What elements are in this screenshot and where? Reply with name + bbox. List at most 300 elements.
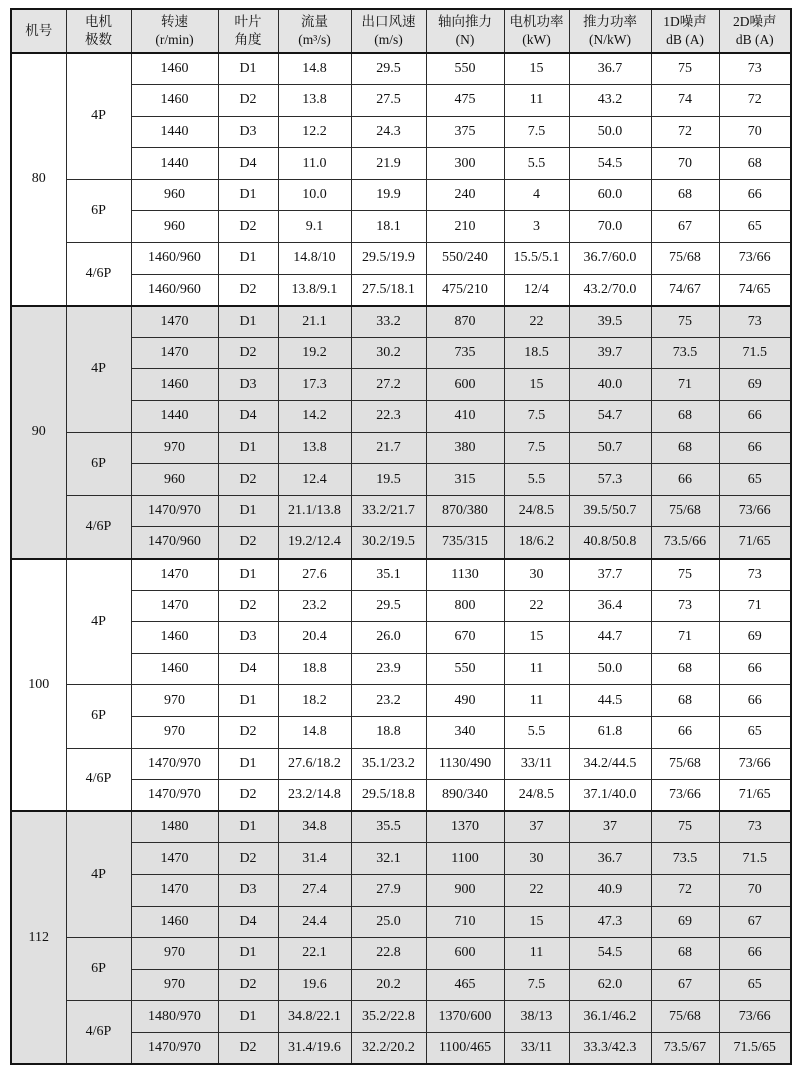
header-line: 2D噪声	[733, 14, 777, 30]
cell-speed: 1470/970	[131, 495, 218, 527]
cell-outlet-velocity: 35.1/23.2	[351, 748, 426, 780]
cell-speed: 1470/970	[131, 1032, 218, 1064]
cell-thrust-power: 34.2/44.5	[569, 748, 651, 780]
cell-axial-thrust: 870/380	[426, 495, 504, 527]
cell-flow: 9.1	[278, 211, 351, 243]
cell-outlet-velocity: 35.1	[351, 559, 426, 591]
cell-thrust-power: 40.9	[569, 874, 651, 906]
header-line: 机号	[25, 23, 53, 39]
cell-noise-1d: 74	[651, 85, 719, 117]
cell-motor-power: 11	[504, 85, 569, 117]
pole-group-cell: 4/6P	[66, 1001, 131, 1064]
cell-thrust-power: 62.0	[569, 969, 651, 1001]
cell-speed: 1460	[131, 369, 218, 401]
cell-noise-2d: 69	[719, 622, 791, 654]
cell-axial-thrust: 800	[426, 590, 504, 622]
cell-flow: 19.2/12.4	[278, 527, 351, 559]
cell-blade-angle: D3	[218, 116, 278, 148]
cell-flow: 14.2	[278, 401, 351, 433]
cell-flow: 13.8	[278, 432, 351, 464]
header-line: (m³/s)	[298, 32, 331, 47]
cell-outlet-velocity: 26.0	[351, 622, 426, 654]
cell-outlet-velocity: 33.2	[351, 306, 426, 338]
cell-blade-angle: D1	[218, 53, 278, 85]
cell-noise-2d: 67	[719, 906, 791, 938]
pole-group-cell: 4/6P	[66, 243, 131, 306]
cell-axial-thrust: 410	[426, 401, 504, 433]
cell-axial-thrust: 300	[426, 148, 504, 180]
cell-noise-2d: 71.5	[719, 843, 791, 875]
cell-motor-power: 38/13	[504, 1001, 569, 1033]
cell-speed: 1480	[131, 811, 218, 843]
cell-noise-1d: 72	[651, 116, 719, 148]
cell-noise-2d: 74/65	[719, 274, 791, 306]
cell-flow: 13.8/9.1	[278, 274, 351, 306]
cell-speed: 1460	[131, 85, 218, 117]
cell-thrust-power: 40.8/50.8	[569, 527, 651, 559]
cell-blade-angle: D2	[218, 274, 278, 306]
cell-noise-1d: 75	[651, 306, 719, 338]
cell-noise-2d: 70	[719, 874, 791, 906]
cell-flow: 24.4	[278, 906, 351, 938]
cell-speed: 970	[131, 969, 218, 1001]
cell-outlet-velocity: 27.2	[351, 369, 426, 401]
pole-group-cell: 6P	[66, 685, 131, 748]
cell-outlet-velocity: 22.8	[351, 938, 426, 970]
table-body	[11, 53, 791, 1064]
cell-thrust-power: 50.0	[569, 653, 651, 685]
cell-outlet-velocity: 27.5	[351, 85, 426, 117]
header-line: (N)	[455, 32, 475, 47]
header-cell-machine	[11, 9, 66, 53]
cell-noise-2d: 66	[719, 179, 791, 211]
cell-blade-angle: D2	[218, 337, 278, 369]
cell-outlet-velocity: 22.3	[351, 401, 426, 433]
header-cell-speed	[131, 9, 218, 53]
cell-axial-thrust: 550	[426, 653, 504, 685]
cell-outlet-velocity: 32.1	[351, 843, 426, 875]
header-cell-thrust-power	[569, 9, 651, 53]
cell-speed: 1460	[131, 906, 218, 938]
cell-flow: 21.1/13.8	[278, 495, 351, 527]
cell-outlet-velocity: 25.0	[351, 906, 426, 938]
header-cell-axial-thrust	[426, 9, 504, 53]
cell-noise-1d: 73.5	[651, 337, 719, 369]
cell-motor-power: 11	[504, 653, 569, 685]
cell-noise-1d: 73.5/66	[651, 527, 719, 559]
cell-noise-2d: 73/66	[719, 495, 791, 527]
pole-group-cell: 4/6P	[66, 748, 131, 811]
cell-blade-angle: D2	[218, 590, 278, 622]
cell-axial-thrust: 340	[426, 716, 504, 748]
pole-group-cell: 6P	[66, 179, 131, 242]
table-row	[11, 243, 791, 275]
cell-axial-thrust: 735	[426, 337, 504, 369]
cell-noise-1d: 67	[651, 211, 719, 243]
header-line: 角度	[234, 32, 262, 47]
cell-motor-power: 7.5	[504, 116, 569, 148]
cell-blade-angle: D4	[218, 148, 278, 180]
cell-thrust-power: 60.0	[569, 179, 651, 211]
cell-blade-angle: D2	[218, 211, 278, 243]
header-cell-noise-1d	[651, 9, 719, 53]
cell-noise-2d: 73	[719, 811, 791, 843]
cell-motor-power: 24/8.5	[504, 495, 569, 527]
cell-noise-1d: 69	[651, 906, 719, 938]
cell-thrust-power: 39.7	[569, 337, 651, 369]
cell-motor-power: 5.5	[504, 464, 569, 496]
cell-motor-power: 33/11	[504, 1032, 569, 1064]
cell-noise-1d: 70	[651, 148, 719, 180]
cell-noise-2d: 73	[719, 559, 791, 591]
table-header	[11, 9, 791, 53]
cell-motor-power: 5.5	[504, 148, 569, 180]
cell-noise-1d: 71	[651, 622, 719, 654]
cell-blade-angle: D2	[218, 464, 278, 496]
cell-motor-power: 7.5	[504, 969, 569, 1001]
cell-axial-thrust: 1370	[426, 811, 504, 843]
cell-speed: 1470	[131, 590, 218, 622]
cell-flow: 34.8/22.1	[278, 1001, 351, 1033]
cell-noise-2d: 65	[719, 464, 791, 496]
header-line: 1D噪声	[663, 14, 707, 30]
cell-outlet-velocity: 23.9	[351, 653, 426, 685]
cell-thrust-power: 37.1/40.0	[569, 780, 651, 812]
header-line: (kW)	[522, 32, 551, 47]
cell-flow: 18.2	[278, 685, 351, 717]
cell-blade-angle: D1	[218, 1001, 278, 1033]
cell-noise-2d: 68	[719, 148, 791, 180]
cell-axial-thrust: 475	[426, 85, 504, 117]
cell-noise-1d: 72	[651, 874, 719, 906]
cell-outlet-velocity: 18.8	[351, 716, 426, 748]
cell-axial-thrust: 475/210	[426, 274, 504, 306]
cell-blade-angle: D2	[218, 1032, 278, 1064]
header-cell-motor-power	[504, 9, 569, 53]
cell-noise-1d: 75	[651, 53, 719, 85]
header-line: 电机功率	[509, 14, 564, 30]
cell-axial-thrust: 550	[426, 53, 504, 85]
cell-flow: 13.8	[278, 85, 351, 117]
cell-outlet-velocity: 29.5/19.9	[351, 243, 426, 275]
cell-axial-thrust: 1100/465	[426, 1032, 504, 1064]
cell-flow: 27.6/18.2	[278, 748, 351, 780]
header-line: dB (A)	[735, 32, 774, 47]
header-line: 电机	[85, 14, 112, 30]
cell-noise-2d: 73	[719, 53, 791, 85]
cell-outlet-velocity: 32.2/20.2	[351, 1032, 426, 1064]
cell-motor-power: 33/11	[504, 748, 569, 780]
cell-speed: 1470	[131, 337, 218, 369]
cell-axial-thrust: 550/240	[426, 243, 504, 275]
cell-flow: 20.4	[278, 622, 351, 654]
table-row	[11, 685, 791, 717]
cell-thrust-power: 44.5	[569, 685, 651, 717]
table-row	[11, 748, 791, 780]
cell-thrust-power: 36.7	[569, 53, 651, 85]
header-line: (N/kW)	[589, 32, 631, 47]
cell-noise-2d: 73/66	[719, 243, 791, 275]
cell-thrust-power: 43.2/70.0	[569, 274, 651, 306]
cell-blade-angle: D1	[218, 685, 278, 717]
pole-group-cell: 4P	[66, 306, 131, 432]
cell-speed: 1470	[131, 874, 218, 906]
cell-noise-1d: 73.5	[651, 843, 719, 875]
cell-thrust-power: 50.0	[569, 116, 651, 148]
cell-speed: 1460	[131, 53, 218, 85]
table-row	[11, 559, 791, 591]
cell-blade-angle: D3	[218, 622, 278, 654]
cell-motor-power: 30	[504, 559, 569, 591]
table-row	[11, 53, 791, 85]
cell-blade-angle: D2	[218, 85, 278, 117]
cell-flow: 23.2	[278, 590, 351, 622]
cell-outlet-velocity: 23.2	[351, 685, 426, 717]
cell-motor-power: 15	[504, 53, 569, 85]
cell-blade-angle: D1	[218, 495, 278, 527]
cell-thrust-power: 54.5	[569, 148, 651, 180]
pole-group-cell: 6P	[66, 432, 131, 495]
cell-thrust-power: 70.0	[569, 211, 651, 243]
cell-motor-power: 18/6.2	[504, 527, 569, 559]
cell-blade-angle: D1	[218, 748, 278, 780]
cell-flow: 22.1	[278, 938, 351, 970]
cell-noise-2d: 73	[719, 306, 791, 338]
cell-noise-2d: 71/65	[719, 527, 791, 559]
cell-noise-1d: 68	[651, 685, 719, 717]
cell-axial-thrust: 315	[426, 464, 504, 496]
header-cell-poles	[66, 9, 131, 53]
cell-noise-2d: 72	[719, 85, 791, 117]
cell-speed: 960	[131, 211, 218, 243]
cell-speed: 970	[131, 685, 218, 717]
cell-thrust-power: 44.7	[569, 622, 651, 654]
cell-axial-thrust: 600	[426, 369, 504, 401]
cell-speed: 1480/970	[131, 1001, 218, 1033]
cell-noise-1d: 73	[651, 590, 719, 622]
cell-flow: 14.8/10	[278, 243, 351, 275]
cell-thrust-power: 57.3	[569, 464, 651, 496]
cell-thrust-power: 37.7	[569, 559, 651, 591]
cell-motor-power: 37	[504, 811, 569, 843]
table-row	[11, 179, 791, 211]
cell-motor-power: 30	[504, 843, 569, 875]
cell-noise-1d: 68	[651, 653, 719, 685]
machine-number-cell: 112	[11, 811, 66, 1064]
cell-blade-angle: D2	[218, 843, 278, 875]
cell-flow: 34.8	[278, 811, 351, 843]
cell-axial-thrust: 900	[426, 874, 504, 906]
table-row	[11, 306, 791, 338]
cell-blade-angle: D1	[218, 432, 278, 464]
header-line: 流量	[301, 14, 328, 30]
cell-motor-power: 22	[504, 874, 569, 906]
cell-blade-angle: D4	[218, 401, 278, 433]
header-cell-blade-angle	[218, 9, 278, 53]
cell-speed: 1440	[131, 148, 218, 180]
cell-outlet-velocity: 29.5	[351, 590, 426, 622]
cell-flow: 17.3	[278, 369, 351, 401]
cell-noise-2d: 71.5	[719, 337, 791, 369]
cell-flow: 14.8	[278, 716, 351, 748]
cell-motor-power: 4	[504, 179, 569, 211]
cell-motor-power: 15	[504, 622, 569, 654]
cell-blade-angle: D3	[218, 874, 278, 906]
cell-blade-angle: D1	[218, 938, 278, 970]
cell-outlet-velocity: 27.9	[351, 874, 426, 906]
cell-speed: 970	[131, 432, 218, 464]
cell-thrust-power: 54.5	[569, 938, 651, 970]
cell-outlet-velocity: 21.9	[351, 148, 426, 180]
pole-group-cell: 4P	[66, 53, 131, 179]
cell-blade-angle: D2	[218, 969, 278, 1001]
pole-group-cell: 4/6P	[66, 495, 131, 558]
cell-speed: 1470	[131, 306, 218, 338]
cell-blade-angle: D2	[218, 527, 278, 559]
cell-thrust-power: 47.3	[569, 906, 651, 938]
cell-thrust-power: 37	[569, 811, 651, 843]
table-row	[11, 938, 791, 970]
cell-noise-1d: 75/68	[651, 1001, 719, 1033]
cell-noise-2d: 71	[719, 590, 791, 622]
cell-noise-1d: 68	[651, 432, 719, 464]
cell-noise-1d: 75/68	[651, 495, 719, 527]
header-line: 转速	[161, 14, 188, 30]
cell-speed: 1460/960	[131, 243, 218, 275]
cell-motor-power: 11	[504, 685, 569, 717]
cell-thrust-power: 39.5	[569, 306, 651, 338]
pole-group-cell: 6P	[66, 938, 131, 1001]
cell-speed: 1470/960	[131, 527, 218, 559]
cell-blade-angle: D1	[218, 243, 278, 275]
cell-noise-2d: 66	[719, 938, 791, 970]
cell-noise-1d: 68	[651, 401, 719, 433]
cell-noise-2d: 66	[719, 685, 791, 717]
cell-noise-1d: 73.5/67	[651, 1032, 719, 1064]
cell-flow: 31.4/19.6	[278, 1032, 351, 1064]
cell-outlet-velocity: 29.5	[351, 53, 426, 85]
cell-noise-1d: 68	[651, 938, 719, 970]
header-line: 轴向推力	[438, 14, 492, 30]
cell-axial-thrust: 375	[426, 116, 504, 148]
cell-axial-thrust: 210	[426, 211, 504, 243]
cell-noise-1d: 75/68	[651, 748, 719, 780]
cell-thrust-power: 33.3/42.3	[569, 1032, 651, 1064]
cell-motor-power: 18.5	[504, 337, 569, 369]
cell-noise-1d: 75/68	[651, 243, 719, 275]
cell-axial-thrust: 1370/600	[426, 1001, 504, 1033]
cell-outlet-velocity: 24.3	[351, 116, 426, 148]
cell-flow: 21.1	[278, 306, 351, 338]
cell-speed: 1440	[131, 401, 218, 433]
cell-motor-power: 5.5	[504, 716, 569, 748]
cell-noise-2d: 73/66	[719, 1001, 791, 1033]
cell-axial-thrust: 1100	[426, 843, 504, 875]
pole-group-cell: 4P	[66, 811, 131, 937]
cell-axial-thrust: 1130/490	[426, 748, 504, 780]
cell-blade-angle: D4	[218, 906, 278, 938]
table-row	[11, 432, 791, 464]
machine-number-cell: 80	[11, 53, 66, 306]
cell-axial-thrust: 465	[426, 969, 504, 1001]
cell-noise-2d: 65	[719, 211, 791, 243]
cell-axial-thrust: 380	[426, 432, 504, 464]
cell-noise-1d: 75	[651, 811, 719, 843]
cell-thrust-power: 61.8	[569, 716, 651, 748]
cell-outlet-velocity: 19.5	[351, 464, 426, 496]
header-cell-noise-2d	[719, 9, 791, 53]
cell-noise-2d: 70	[719, 116, 791, 148]
cell-flow: 10.0	[278, 179, 351, 211]
fan-spec-table	[10, 8, 792, 1065]
cell-thrust-power: 39.5/50.7	[569, 495, 651, 527]
cell-noise-2d: 66	[719, 432, 791, 464]
cell-noise-2d: 69	[719, 369, 791, 401]
cell-thrust-power: 40.0	[569, 369, 651, 401]
cell-noise-1d: 75	[651, 559, 719, 591]
cell-motor-power: 22	[504, 590, 569, 622]
machine-number-cell: 100	[11, 559, 66, 812]
cell-blade-angle: D1	[218, 306, 278, 338]
cell-speed: 970	[131, 938, 218, 970]
cell-thrust-power: 36.4	[569, 590, 651, 622]
cell-motor-power: 22	[504, 306, 569, 338]
cell-axial-thrust: 890/340	[426, 780, 504, 812]
cell-motor-power: 24/8.5	[504, 780, 569, 812]
cell-noise-2d: 71.5/65	[719, 1032, 791, 1064]
cell-outlet-velocity: 29.5/18.8	[351, 780, 426, 812]
cell-speed: 1470	[131, 559, 218, 591]
cell-noise-2d: 65	[719, 716, 791, 748]
cell-motor-power: 7.5	[504, 432, 569, 464]
header-line: 出口风速	[361, 14, 416, 30]
header-line: (m/s)	[374, 32, 403, 47]
cell-speed: 1460	[131, 622, 218, 654]
cell-speed: 1470	[131, 843, 218, 875]
cell-noise-1d: 68	[651, 179, 719, 211]
header-line: 推力功率	[583, 14, 637, 30]
cell-noise-2d: 73/66	[719, 748, 791, 780]
cell-outlet-velocity: 18.1	[351, 211, 426, 243]
cell-motor-power: 12/4	[504, 274, 569, 306]
cell-outlet-velocity: 20.2	[351, 969, 426, 1001]
header-line: dB (A)	[666, 32, 704, 47]
machine-number-cell: 90	[11, 306, 66, 559]
pole-group-cell: 4P	[66, 559, 131, 685]
cell-motor-power: 3	[504, 211, 569, 243]
cell-flow: 12.4	[278, 464, 351, 496]
header-cell-outlet-velocity	[351, 9, 426, 53]
table-row	[11, 1001, 791, 1033]
cell-blade-angle: D1	[218, 179, 278, 211]
cell-blade-angle: D1	[218, 559, 278, 591]
cell-speed: 1470/970	[131, 780, 218, 812]
cell-flow: 14.8	[278, 53, 351, 85]
cell-outlet-velocity: 35.5	[351, 811, 426, 843]
cell-speed: 960	[131, 179, 218, 211]
cell-axial-thrust: 1130	[426, 559, 504, 591]
cell-speed: 1460/960	[131, 274, 218, 306]
cell-thrust-power: 43.2	[569, 85, 651, 117]
table-row	[11, 495, 791, 527]
cell-noise-1d: 67	[651, 969, 719, 1001]
cell-flow: 27.4	[278, 874, 351, 906]
header-row	[11, 9, 791, 53]
cell-speed: 1460	[131, 653, 218, 685]
cell-speed: 1470/970	[131, 748, 218, 780]
cell-thrust-power: 50.7	[569, 432, 651, 464]
cell-noise-1d: 66	[651, 716, 719, 748]
